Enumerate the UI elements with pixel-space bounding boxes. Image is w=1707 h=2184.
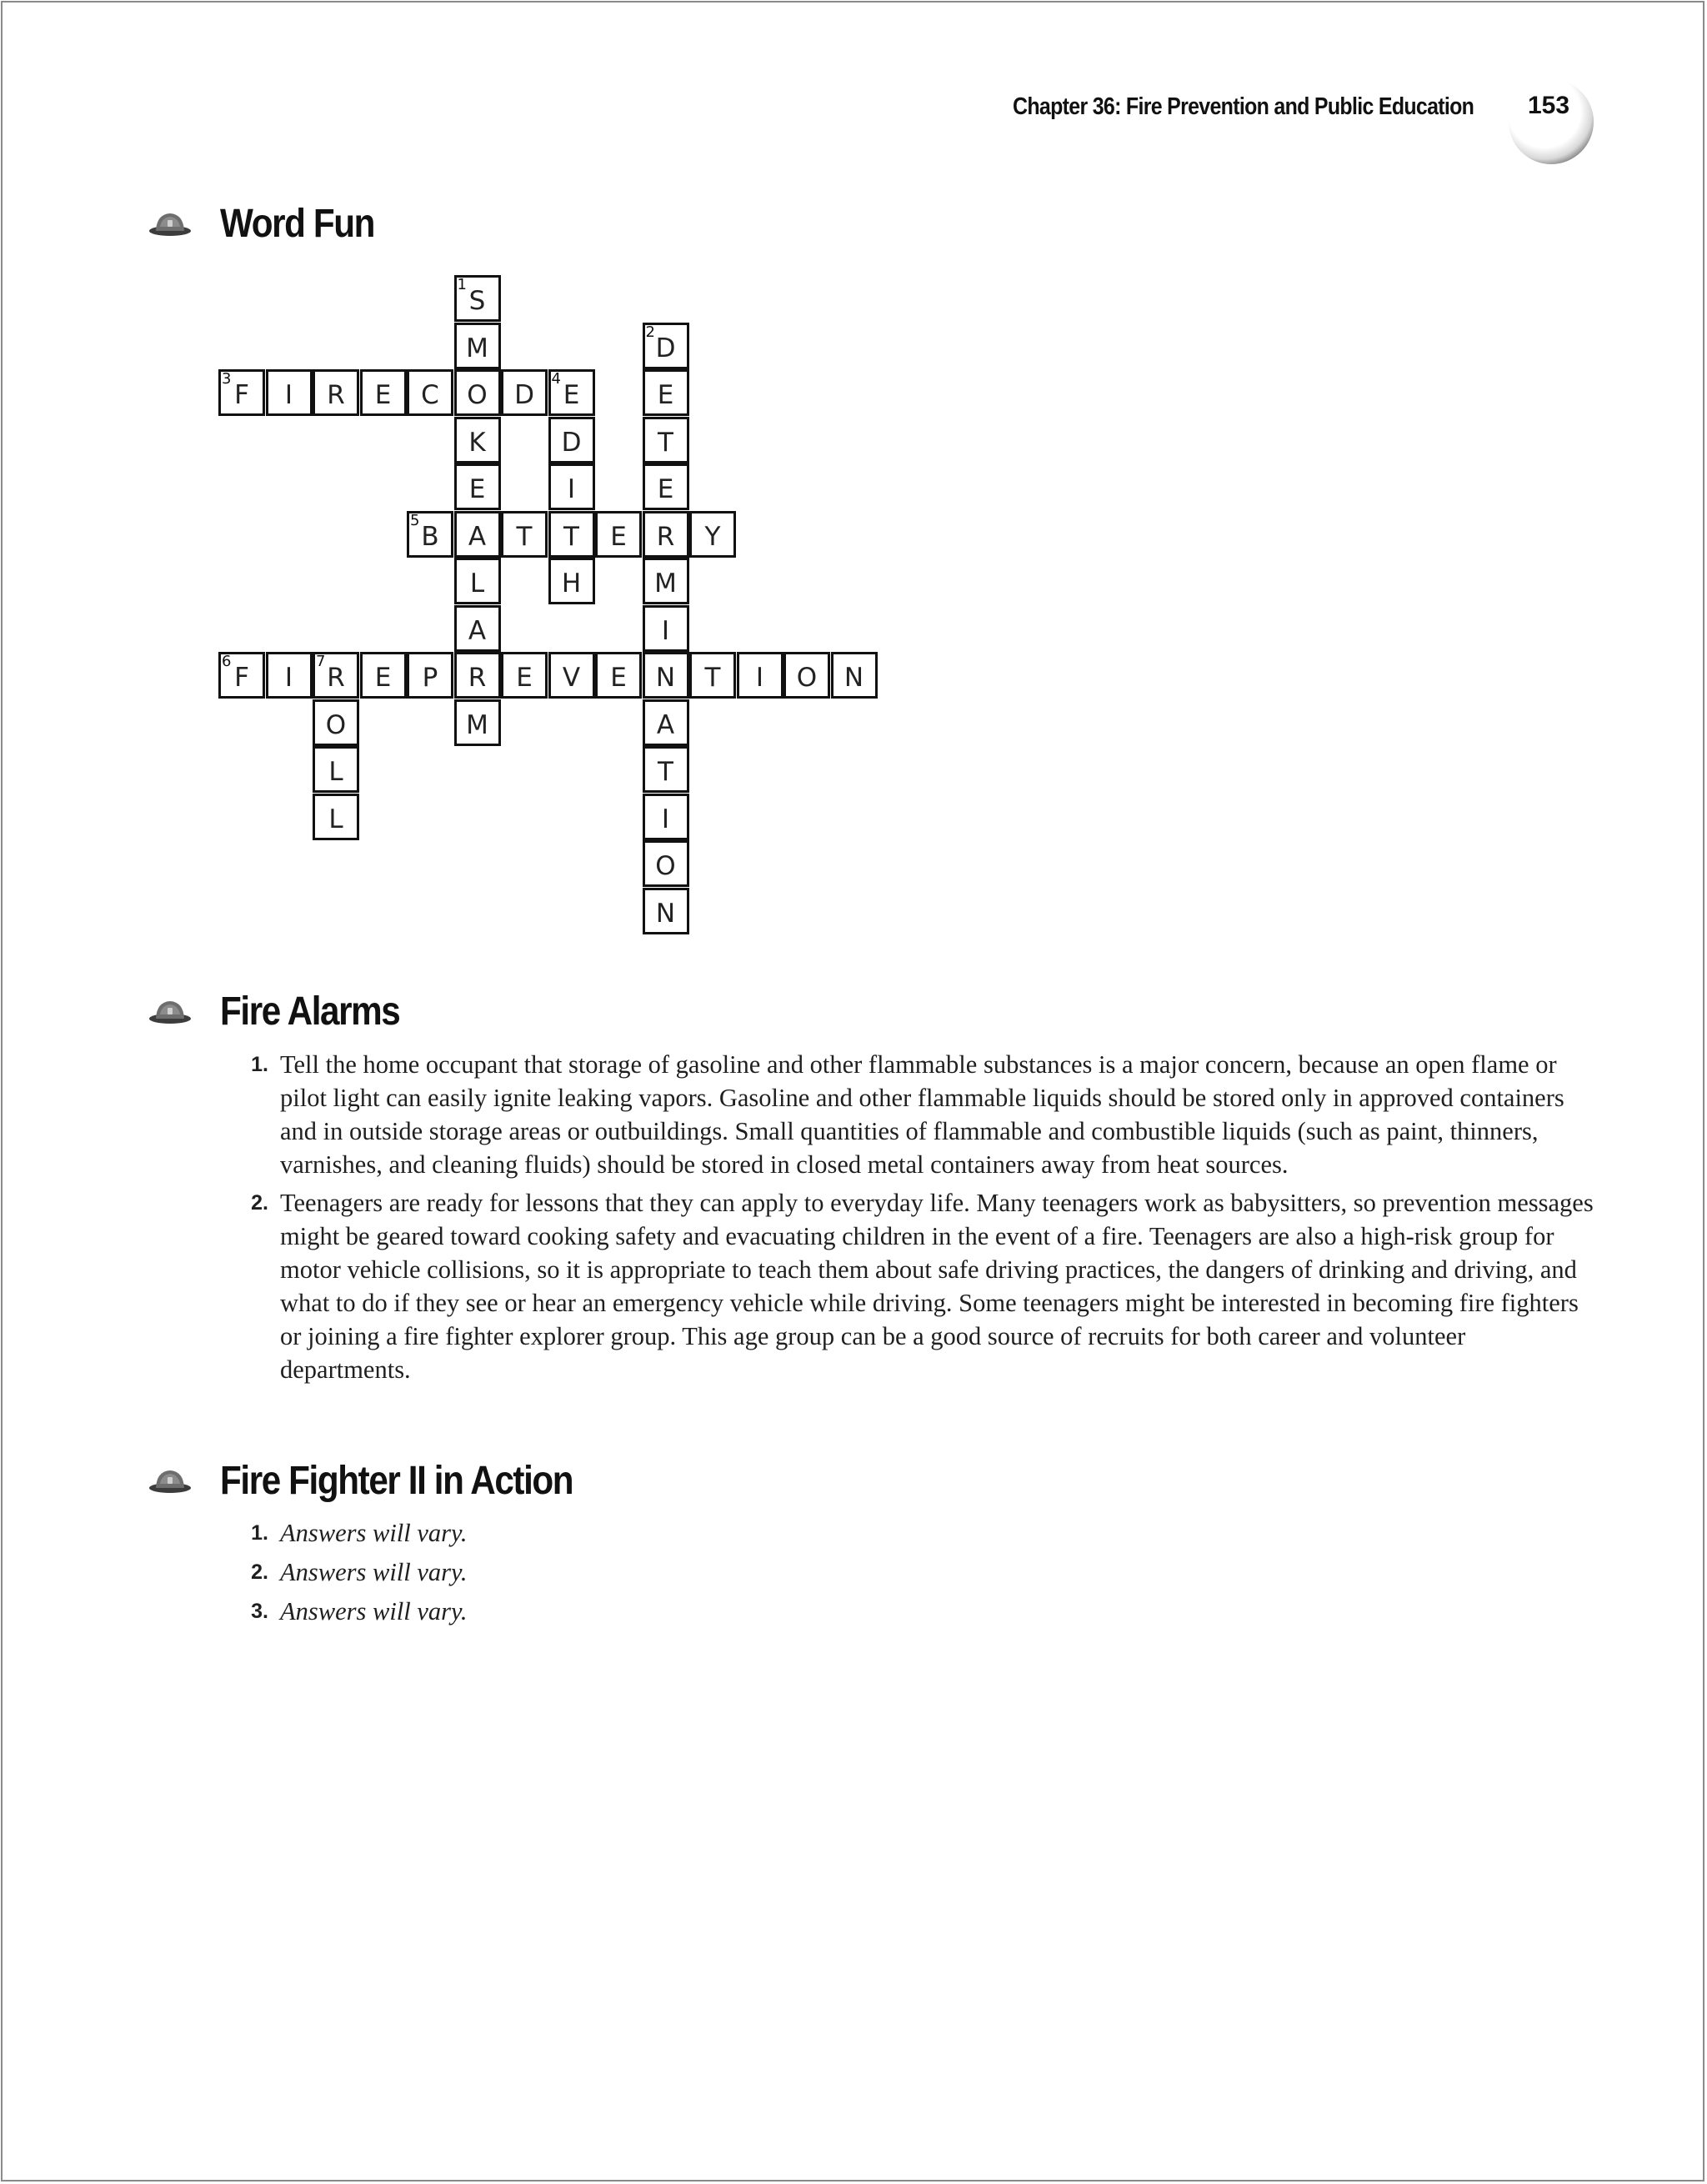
crossword-cell: R bbox=[313, 652, 359, 699]
list-item bbox=[235, 1595, 1602, 1628]
crossword-cell: I bbox=[643, 794, 689, 840]
fire-alarms-list bbox=[235, 1048, 1602, 1391]
crossword-cell: E bbox=[643, 463, 689, 510]
crossword-cell: F bbox=[218, 652, 265, 699]
crossword-cell: T bbox=[689, 652, 736, 699]
list-item bbox=[235, 1186, 1602, 1386]
helmet-icon bbox=[148, 998, 192, 1026]
crossword-cell: T bbox=[643, 746, 689, 793]
crossword-cell: I bbox=[266, 369, 313, 416]
item-text: Tell the home occupant that storage of gasoline and other flammable substances is a major concern, because an open flame or pilot light can easily ignite leaking vapors. Gasoline and other flammable liquids should be stored only in approved containers and in outside storage areas or outbuildings. Small quantities of flammable and combustible liquids (such as paint, thinners, varnishes, and cleaning fluids) should be stored in closed metal containers away from heat sources. bbox=[280, 1050, 1564, 1179]
crossword-cell: E bbox=[643, 369, 689, 416]
crossword-cell: E bbox=[360, 652, 407, 699]
crossword-cell: S bbox=[454, 275, 501, 322]
crossword-cell: H bbox=[548, 558, 595, 604]
item-text: Teenagers are ready for lessons that they can apply to everyday life. Many teenagers work as babysitters, so prevention messages might be geared toward cooking safety and evacuating children in the event of a fire. Teenagers are also a high-risk group for motor vehicle collisions, so it is appropriate to teach them about safe driving practices, the dangers of drinking and driving, and what to do if they see or hear an emergency vehicle while driving. Some teenagers might be interested in becoming fire fighters or joining a fire fighter explorer group. This age group can be a good source of recruits for both career and volunteer departments. bbox=[280, 1189, 1594, 1384]
crossword-clue-number: 1 bbox=[457, 276, 467, 293]
item-text: Answers will vary. bbox=[280, 1597, 468, 1625]
crossword-cell: K bbox=[454, 417, 501, 463]
crossword-cell: D bbox=[643, 323, 689, 369]
item-number: 3. bbox=[251, 1600, 268, 1623]
crossword-cell: O bbox=[783, 652, 830, 699]
crossword-cell: A bbox=[643, 699, 689, 746]
crossword-cell: O bbox=[643, 840, 689, 887]
crossword-cell: T bbox=[548, 511, 595, 558]
crossword-cell: I bbox=[266, 652, 313, 699]
crossword-cell: O bbox=[313, 699, 359, 746]
crossword-cell: N bbox=[831, 652, 878, 699]
crossword-cell: E bbox=[501, 652, 548, 699]
crossword-cell: M bbox=[643, 558, 689, 604]
crossword-cell: E bbox=[595, 511, 642, 558]
crossword-cell: T bbox=[501, 511, 548, 558]
crossword-cell: B bbox=[407, 511, 453, 558]
page-number: 153 bbox=[1527, 92, 1570, 119]
list-item bbox=[235, 1516, 1602, 1550]
crossword-clue-number: 2 bbox=[645, 323, 655, 341]
section-title-word-fun: Word Fun bbox=[220, 202, 375, 246]
crossword-cell: L bbox=[313, 794, 359, 840]
section-title-fire-alarms: Fire Alarms bbox=[220, 989, 400, 1034]
crossword-cell: M bbox=[454, 323, 501, 369]
crossword-cell: Y bbox=[689, 511, 736, 558]
crossword-cell: A bbox=[454, 605, 501, 652]
list-item bbox=[235, 1555, 1602, 1589]
crossword-cell: P bbox=[407, 652, 453, 699]
crossword-cell: E bbox=[454, 463, 501, 510]
crossword-cell: I bbox=[737, 652, 783, 699]
crossword-cell: N bbox=[643, 888, 689, 934]
crossword-cell: I bbox=[643, 605, 689, 652]
crossword-cell: E bbox=[595, 652, 642, 699]
crossword-cell: O bbox=[454, 369, 501, 416]
crossword-clue-number: 3 bbox=[222, 370, 232, 388]
crossword-cell: V bbox=[548, 652, 595, 699]
crossword-clue-number: 7 bbox=[316, 653, 326, 670]
item-text: Answers will vary. bbox=[280, 1558, 468, 1586]
crossword-cell: D bbox=[548, 417, 595, 463]
item-number: 2. bbox=[251, 1560, 268, 1584]
crossword-cell: R bbox=[643, 511, 689, 558]
list-item bbox=[235, 1048, 1602, 1181]
crossword-cell: E bbox=[548, 369, 595, 416]
crossword-cell: M bbox=[454, 699, 501, 746]
fire-fighter-action-list bbox=[235, 1516, 1602, 1634]
crossword-cell: R bbox=[313, 369, 359, 416]
crossword-cell: R bbox=[454, 652, 501, 699]
crossword-clue-number: 5 bbox=[410, 511, 420, 529]
helmet-icon bbox=[148, 1467, 192, 1495]
crossword-cell: C bbox=[407, 369, 453, 416]
item-text: Answers will vary. bbox=[280, 1519, 468, 1547]
item-number: 1. bbox=[251, 1053, 268, 1076]
crossword-cell: A bbox=[454, 511, 501, 558]
crossword-cell: L bbox=[313, 746, 359, 793]
crossword-cell: T bbox=[643, 417, 689, 463]
crossword-cell: N bbox=[643, 652, 689, 699]
section-fire-alarms bbox=[148, 989, 424, 1034]
item-number: 1. bbox=[251, 1521, 268, 1545]
crossword-grid bbox=[0, 0, 917, 950]
crossword-clue-number: 6 bbox=[222, 653, 232, 670]
crossword-cell: L bbox=[454, 558, 501, 604]
crossword-cell: I bbox=[548, 463, 595, 510]
section-fire-fighter-action bbox=[148, 1458, 621, 1504]
crossword-cell: F bbox=[218, 369, 265, 416]
item-number: 2. bbox=[251, 1191, 268, 1215]
section-title-fire-fighter-action: Fire Fighter II in Action bbox=[220, 1459, 573, 1503]
crossword-cell: E bbox=[360, 369, 407, 416]
running-header-title: Chapter 36: Fire Prevention and Public Education bbox=[1012, 93, 1474, 120]
crossword-cell: D bbox=[501, 369, 548, 416]
crossword-clue-number: 4 bbox=[551, 370, 561, 388]
